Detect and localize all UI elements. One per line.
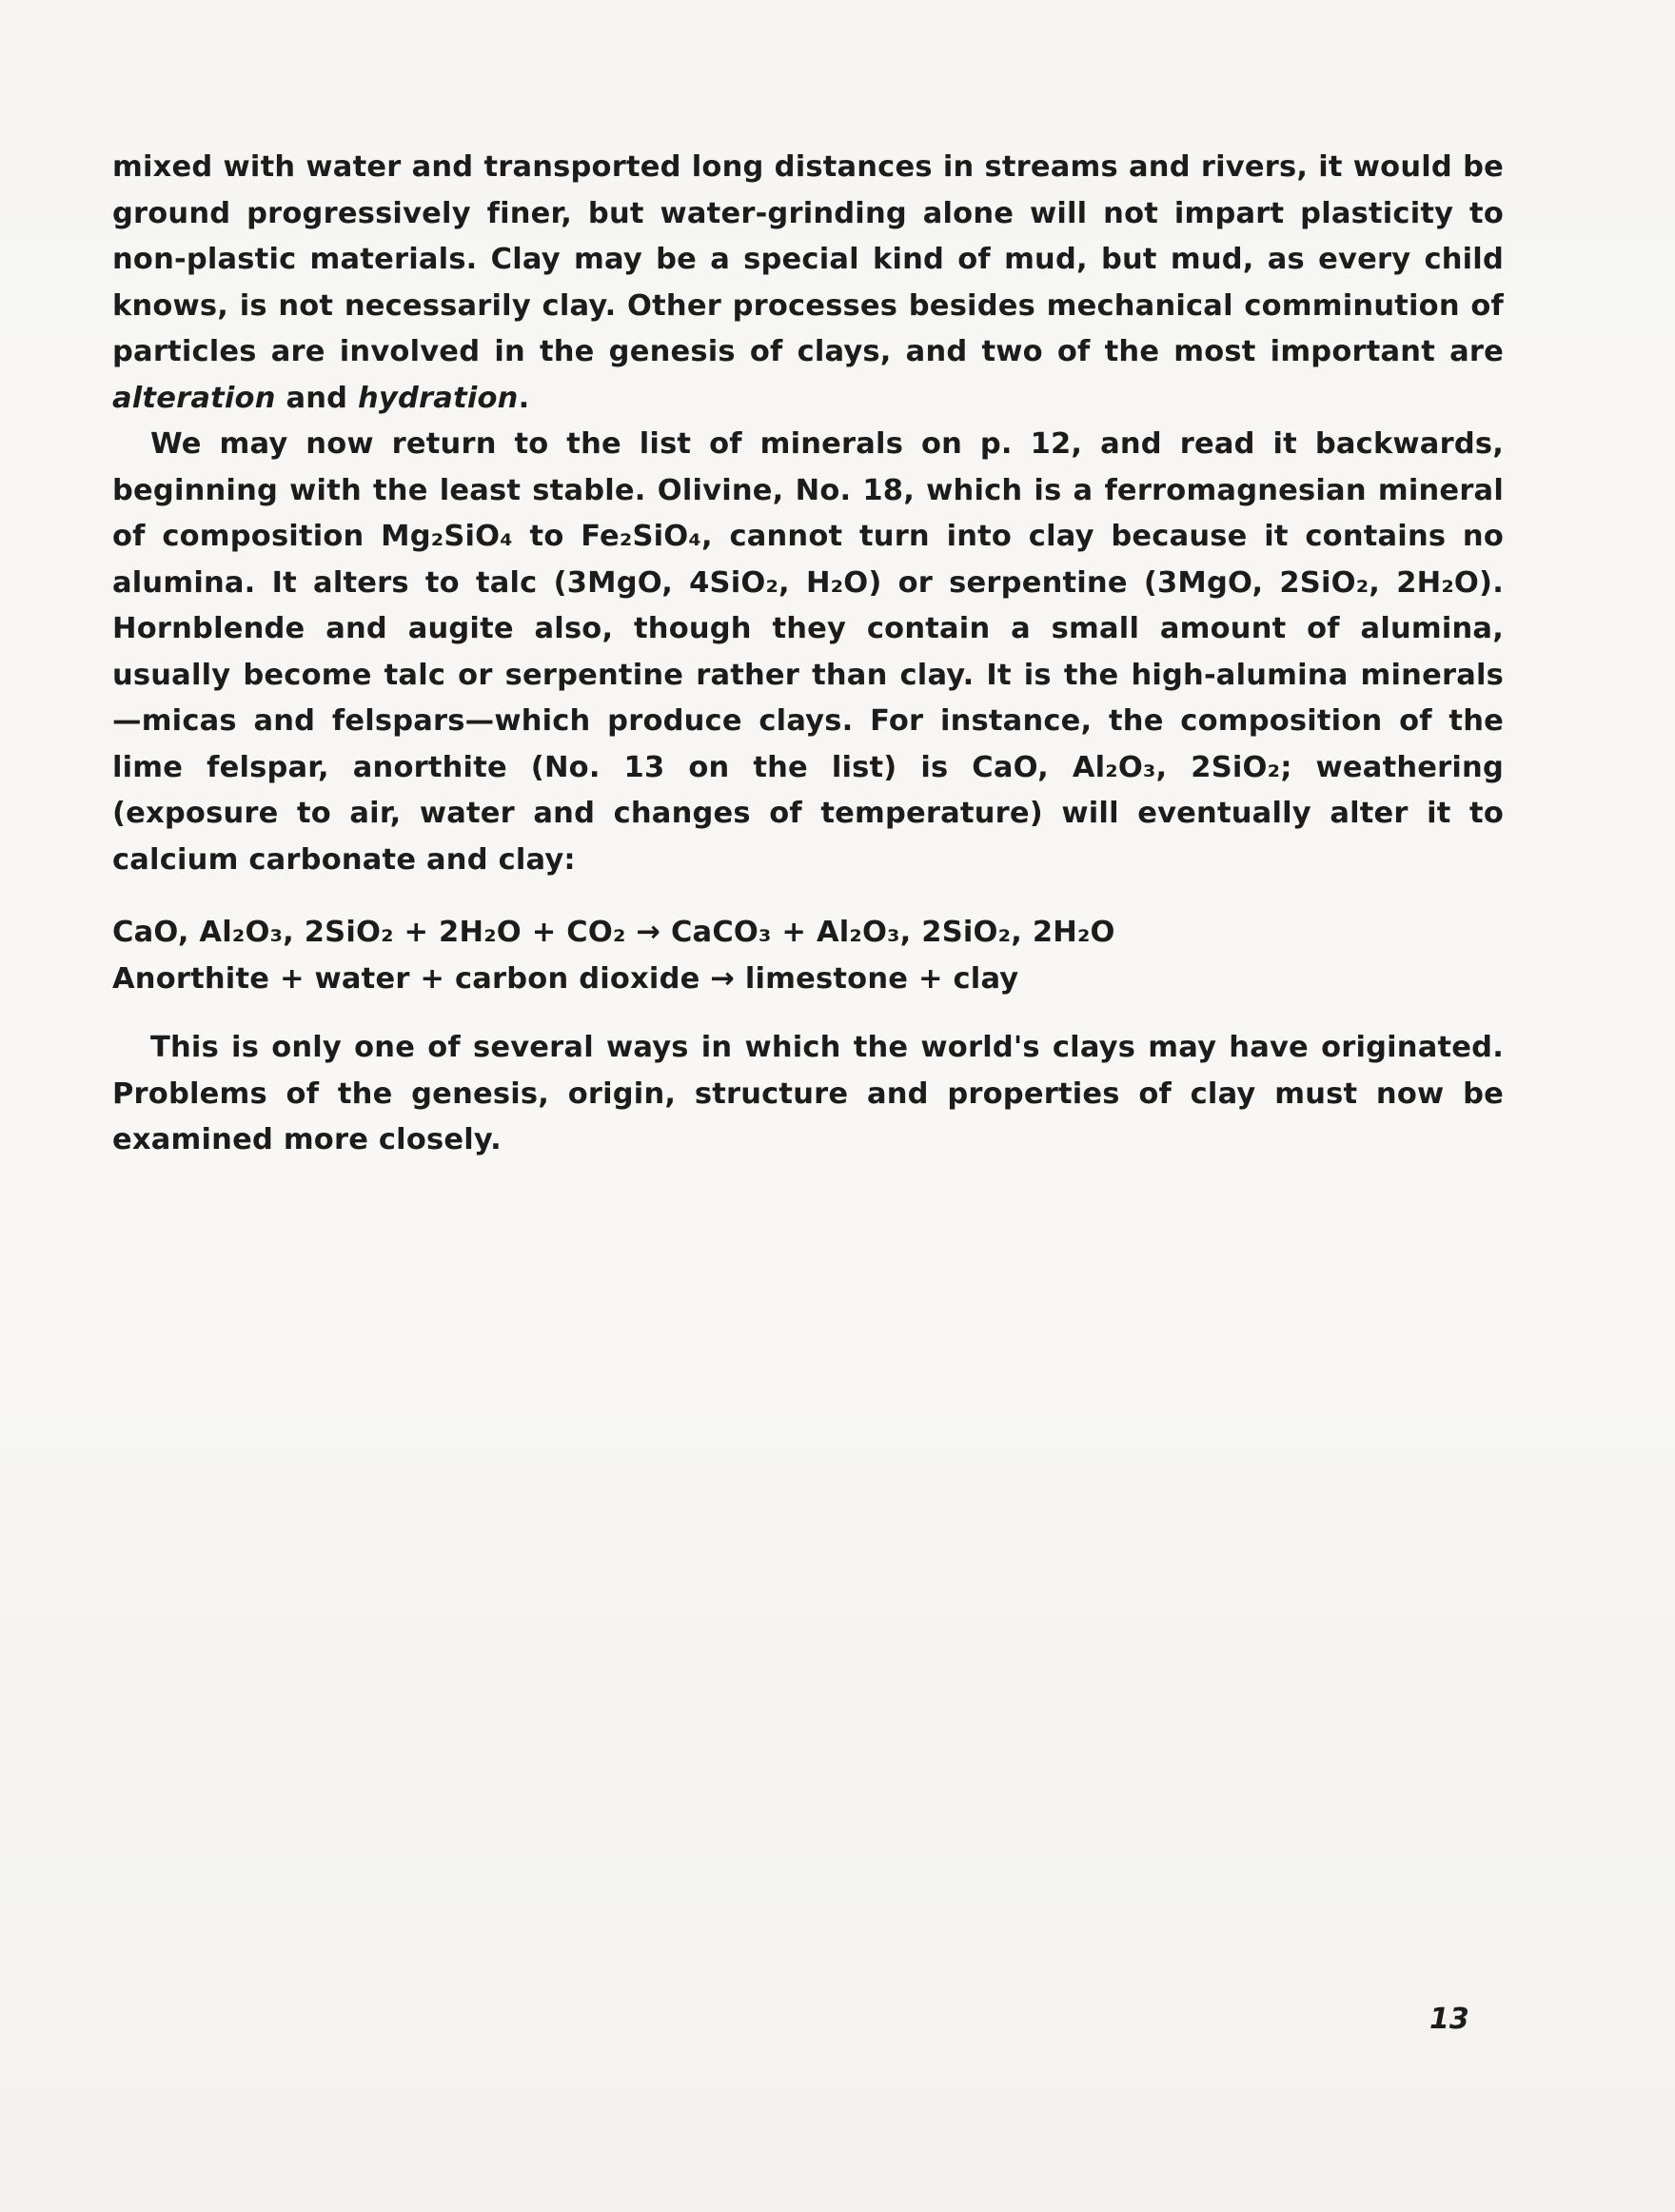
paragraph-minerals: We may now return to the list of minerals on p. 12, and read it backwards, beginning with the least stable. Olivine, No. 18, which is a ferromagnesian mineral of composition Mg₂SiO₄ to Fe₂SiO₄, cannot turn into clay because it contains no alumina. It alters to talc (3MgO, 4SiO₂, H₂O) or serpentine (3MgO, 2SiO₂, 2H₂O). Hornblende and augite also, though they contain a small amount of alumina, usually become talc or serpentine rather than clay. It is the high-alumina minerals—micas and felspars—which produce clays. For instance, the composition of the lime felspar, anorthite (No. 13 on the list) is CaO, Al₂O₃, 2SiO₂; weathering (exposure to air, water and changes of temperature) will eventually alter it to calcium carbonate and clay: <box>112 427 1504 877</box>
body-text <box>112 145 1504 1164</box>
term-hydration: hydration <box>358 381 519 415</box>
paragraph-continued <box>112 145 1504 422</box>
paragraph-conclusion: This is only one of several ways in which the world's clays may have originated. Problems of the genesis, origin, structure and properties of clay must now be examined more closely. <box>112 1031 1504 1156</box>
equation-words: Anorthite + water + carbon dioxide → limestone + clay <box>112 961 1019 996</box>
paragraph-1-text: mixed with water and transported long distances in streams and rivers, it would be ground progressively finer, but water-grinding alone will not impart plasticity to non-plastic materials. Clay may be a special kind of mud, but mud, as every child knows, is not necessarily clay. Other processes besides mechanical comminution of particles are involved in the genesis of clays, and two of the most important are <box>112 150 1504 368</box>
chemical-equation <box>112 910 1504 1002</box>
term-alteration: alteration <box>112 381 276 415</box>
equation-formula: CaO, Al₂O₃, 2SiO₂ + 2H₂O + CO₂ → CaCO₃ + Al₂O₃, 2SiO₂, 2H₂O <box>112 916 1115 949</box>
page-number: 13 <box>1429 2003 1469 2036</box>
paragraph-1-and: and <box>275 381 359 415</box>
paragraph-1-end: . <box>518 381 530 415</box>
